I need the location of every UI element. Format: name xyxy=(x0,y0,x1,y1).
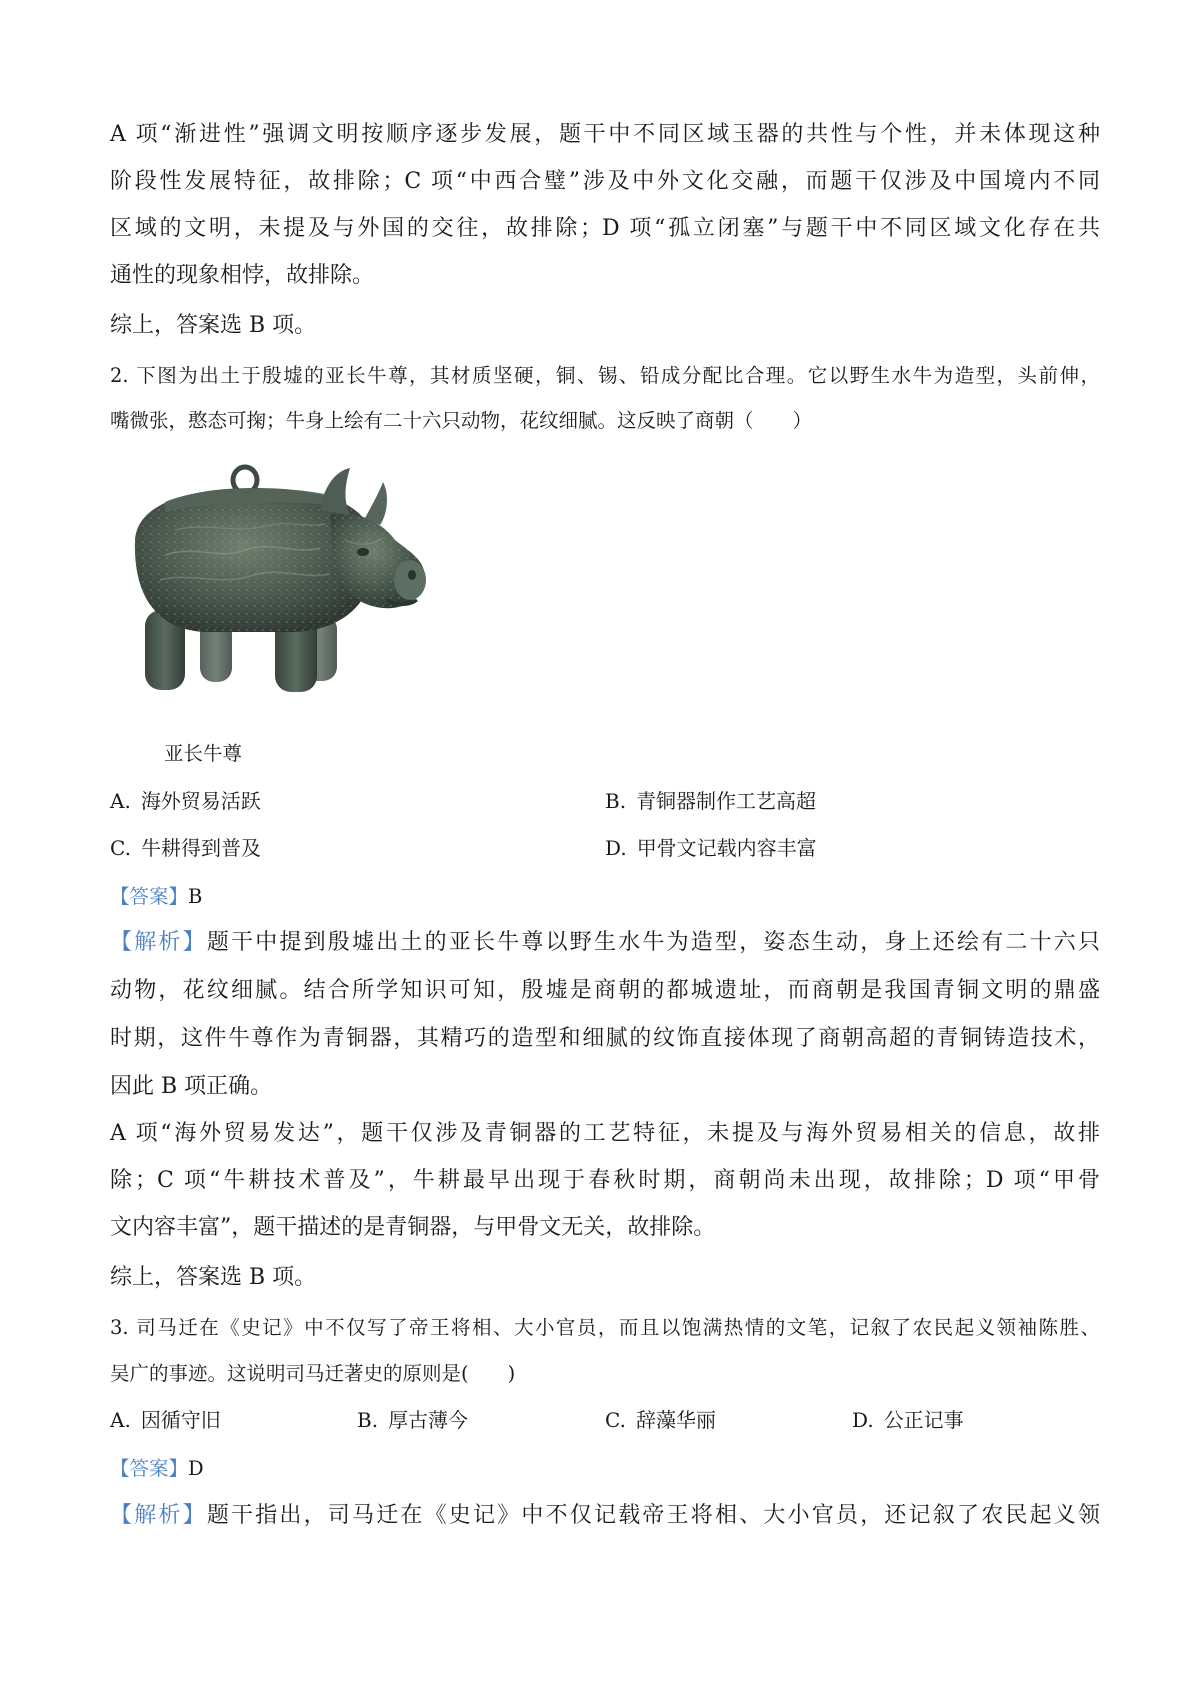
answer-tag: 【答案】 xyxy=(110,885,189,908)
option-letter: B. xyxy=(357,1408,379,1432)
q1-summary: 综上，答案选 B 项。 xyxy=(110,313,317,338)
q1-analysis-line-3: 区域的文明，未提及与外国的交往，故排除；D 项“孤立闭塞”与题干中不同区域文化存在共 xyxy=(110,216,1100,241)
q2-option-d xyxy=(605,834,817,862)
analysis-text: 题干中提到殷墟出土的亚长牛尊以野生水牛为造型，姿态生动，身上还绘有二十六只 xyxy=(206,930,1100,955)
answer-tag: 【答案】 xyxy=(110,1457,189,1480)
option-letter: A. xyxy=(110,1408,131,1432)
q2-answer xyxy=(110,882,1100,912)
q1-analysis-line-4: 通性的现象相悖，故排除。 xyxy=(110,263,375,288)
option-text: 牛耕得到普及 xyxy=(140,836,261,860)
option-letter: C. xyxy=(110,836,131,860)
option-text: 辞藻华丽 xyxy=(635,1408,716,1432)
option-text: 公正记事 xyxy=(883,1408,964,1432)
answer-value: B xyxy=(188,885,203,908)
option-text: 甲骨文记载内容丰富 xyxy=(636,836,817,860)
q2-option-a xyxy=(110,787,261,815)
q3-option-c xyxy=(605,1406,716,1434)
option-letter: C. xyxy=(605,1408,626,1432)
q1-analysis-line-1: A 项“渐进性”强调文明按顺序逐步发展，题干中不同区域玉器的共性与个性，并未体现这种 xyxy=(110,122,1100,147)
option-letter: D. xyxy=(605,836,627,860)
q2-option-c xyxy=(110,834,261,862)
q2-analysis-line-3: 时期，这件牛尊作为青铜器，其精巧的造型和细腻的纹饰直接体现了商朝高超的青铜铸造技术， xyxy=(110,1026,1100,1051)
q2-analysis-line-4: 因此 B 项正确。 xyxy=(110,1074,273,1099)
bronze-ox-zun-image xyxy=(125,460,465,720)
q3-stem-line-1: 3. 司马迁在《史记》中不仅写了帝王将相、大小官员，而且以饱满热情的文笔，记叙了农民起义领袖陈胜、 xyxy=(110,1316,1100,1339)
analysis-tag: 【解析】 xyxy=(110,930,207,955)
option-text: 海外贸易活跃 xyxy=(140,789,261,813)
q3-analysis-line-1 xyxy=(110,1501,1100,1531)
q1-analysis-line-2: 阶段性发展特征，故排除；C 项“中西合璧”涉及中外文化交融，而题干仅涉及中国境内不同 xyxy=(110,169,1100,194)
q2-analysis-line-2: 动物，花纹细腻。结合所学知识可知，殷墟是商朝的都城遗址，而商朝是我国青铜文明的鼎盛 xyxy=(110,978,1100,1003)
option-letter: D. xyxy=(852,1408,874,1432)
q2-option-b xyxy=(605,787,816,815)
q3-option-b xyxy=(357,1406,468,1434)
answer-value: D xyxy=(188,1457,204,1480)
option-letter: A. xyxy=(110,789,131,813)
q3-option-a xyxy=(110,1406,221,1434)
q2-analysis-line-1 xyxy=(110,928,1100,958)
option-letter: B. xyxy=(605,789,627,813)
q2-stem-line-2: 嘴微张，憨态可掬；牛身上绘有二十六只动物，花纹细腻。这反映了商朝（ ） xyxy=(110,409,813,432)
q3-stem-line-2: 吴广的事迹。这说明司马迁著史的原则是( ) xyxy=(110,1362,516,1385)
q2-stem-line-1: 2. 下图为出土于殷墟的亚长牛尊，其材质坚硬，铜、锡、铅成分配比合理。它以野生水牛为造型，头前伸， xyxy=(110,364,1100,387)
q2-analysis-line-5: A 项“海外贸易发达”，题干仅涉及青铜器的工艺特征，未提及与海外贸易相关的信息，故排 xyxy=(110,1121,1100,1146)
q2-analysis-line-6: 除；C 项“牛耕技术普及”，牛耕最早出现于春秋时期，商朝尚未出现，故排除；D 项“甲骨 xyxy=(110,1168,1100,1193)
q2-summary: 综上，答案选 B 项。 xyxy=(110,1265,317,1290)
analysis-text: 题干指出，司马迁在《史记》中不仅记载帝王将相、大小官员，还记叙了农民起义领 xyxy=(206,1503,1100,1528)
image-caption: 亚长牛尊 xyxy=(164,742,243,765)
option-text: 因循守旧 xyxy=(140,1408,221,1432)
q3-option-d xyxy=(852,1406,964,1434)
option-text: 青铜器制作工艺高超 xyxy=(636,789,817,813)
option-text: 厚古薄今 xyxy=(388,1408,469,1432)
q2-analysis-line-7: 文内容丰富”，题干描述的是青铜器，与甲骨文无关，故排除。 xyxy=(110,1215,716,1240)
q3-answer xyxy=(110,1454,1100,1484)
analysis-tag: 【解析】 xyxy=(110,1503,207,1528)
